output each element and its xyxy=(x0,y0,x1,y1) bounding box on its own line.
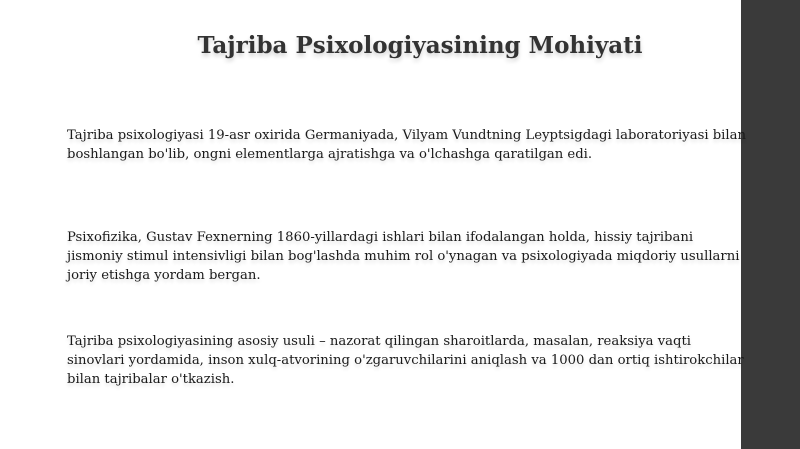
paragraph-1: Tajriba psixologiyasi 19-asr oxirida Germaniyada, Vilyam Vundtning Leyptsigdagi laboratoriyasi bilan boshlangan bo'lib, ongni elementlarga ajratishga va o'lchashga qaratilgan edi. xyxy=(67,128,746,162)
paragraph-2: Psixofizika, Gustav Fexnerning 1860-yillardagi ishlari bilan ifodalangan holda, hissiy tajribani jismoniy stimul intensivligi bilan bog'lashda muhim rol o'ynagan va psixologiyada miqdoriy usullarni joriy etishga yordam bergan. xyxy=(67,230,740,283)
paragraph-3: Tajriba psixologiyasining asosiy usuli – nazorat qilingan sharoitlarda, masalan, reaksiya vaqti sinovlari yordamida, inson xulq-atvorining o'zgaruvchilarini aniqlash va 1000 dan ortiq ishtirokchilar bilan tajribalar o'tkazish. xyxy=(67,334,744,387)
slide-title: Tajriba Psixologiyasining Mohiyati xyxy=(197,32,643,59)
side-bar xyxy=(741,0,800,449)
